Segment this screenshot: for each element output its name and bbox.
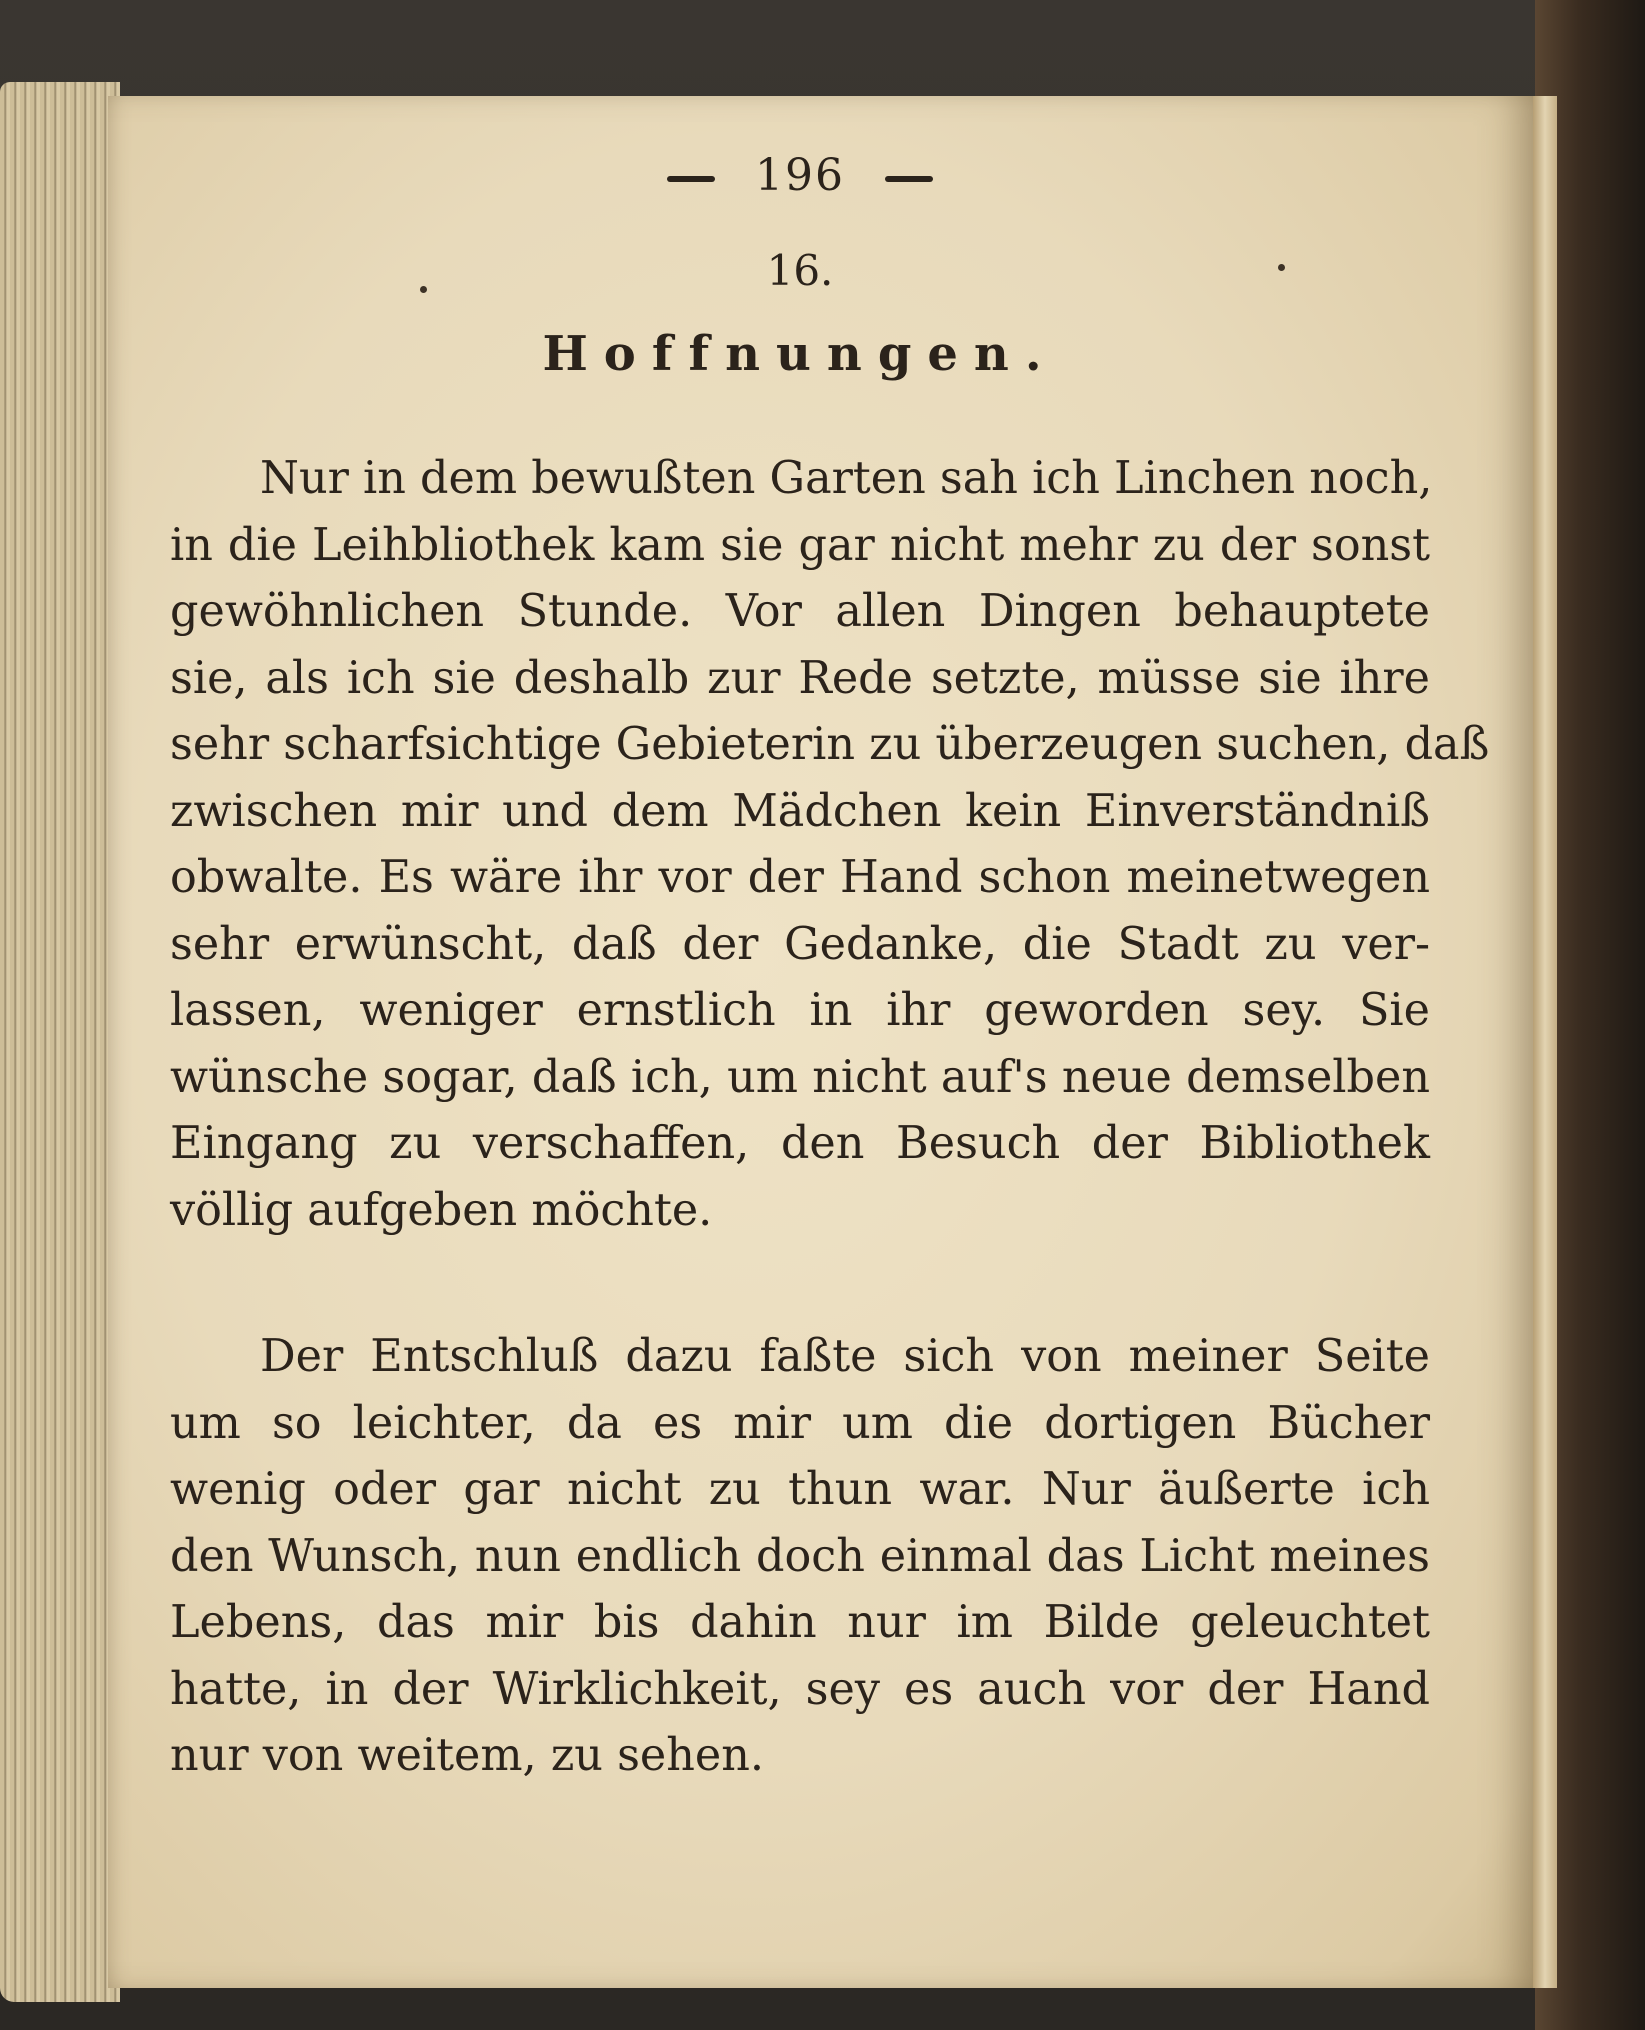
header-dash-right <box>885 176 933 182</box>
text-line: um so leichter, da es mir um die dortigen Bücher <box>170 1397 1430 1449</box>
text-line: den Wunsch, nun endlich doch einmal das Licht meines <box>170 1530 1430 1582</box>
text-line: sehr scharfsichtige Gebieterin zu überzeugen suchen, daß <box>170 719 1490 770</box>
paragraph-1 <box>170 446 1490 1244</box>
text-line: Der Entschluß dazu faßte sich von meiner Seite <box>260 1331 1430 1382</box>
text-line: Nur in dem bewußten Garten sah ich Linchen noch, <box>260 453 1433 504</box>
text-line: obwalte. Es wäre ihr vor der Hand schon meinetwegen <box>170 852 1430 903</box>
text-line: völlig aufgeben möchte. <box>170 1184 713 1236</box>
chapter-number: 16. <box>766 246 834 295</box>
page-stack-edge <box>0 82 120 2002</box>
text-line: Lebens, das mir bis dahin nur im Bilde geleuchtet <box>170 1597 1430 1648</box>
text-line: lassen, weniger ernstlich in ihr geworden sey. Sie <box>170 985 1430 1036</box>
text-line: zwischen mir und dem Mädchen kein Einverständniß <box>170 785 1430 837</box>
facing-page-edge <box>1533 96 1557 1988</box>
text-line: wünsche sogar, daß ich, um nicht auf's neue demselben <box>170 1051 1430 1103</box>
header-dash-left <box>667 176 715 182</box>
page-number: 196 <box>755 150 845 201</box>
chapter-title: Hoffnungen. <box>542 326 1058 382</box>
text-line: gewöhnlichen Stunde. Vor allen Dingen behauptete <box>170 586 1430 637</box>
paragraph-2 <box>170 1324 1430 1790</box>
text-line: hatte, in der Wirklichkeit, sey es auch vor der Hand <box>170 1663 1430 1715</box>
text-line: wenig oder gar nicht zu thun war. Nur äußerte ich <box>170 1464 1430 1515</box>
text-line: in die Leihbliothek kam sie gar nicht mehr zu der sonst <box>170 519 1430 571</box>
page-text <box>170 150 1490 1790</box>
text-line: sehr erwünscht, daß der Gedanke, die Stadt zu ver- <box>170 918 1430 970</box>
page-header <box>170 150 1430 230</box>
text-line: sie, als ich sie deshalb zur Rede setzte, müsse sie ihre <box>170 652 1430 704</box>
text-line: nur von weitem, zu sehen. <box>170 1730 765 1781</box>
text-line: Eingang zu verschaffen, den Besuch der Bibliothek <box>170 1118 1430 1169</box>
